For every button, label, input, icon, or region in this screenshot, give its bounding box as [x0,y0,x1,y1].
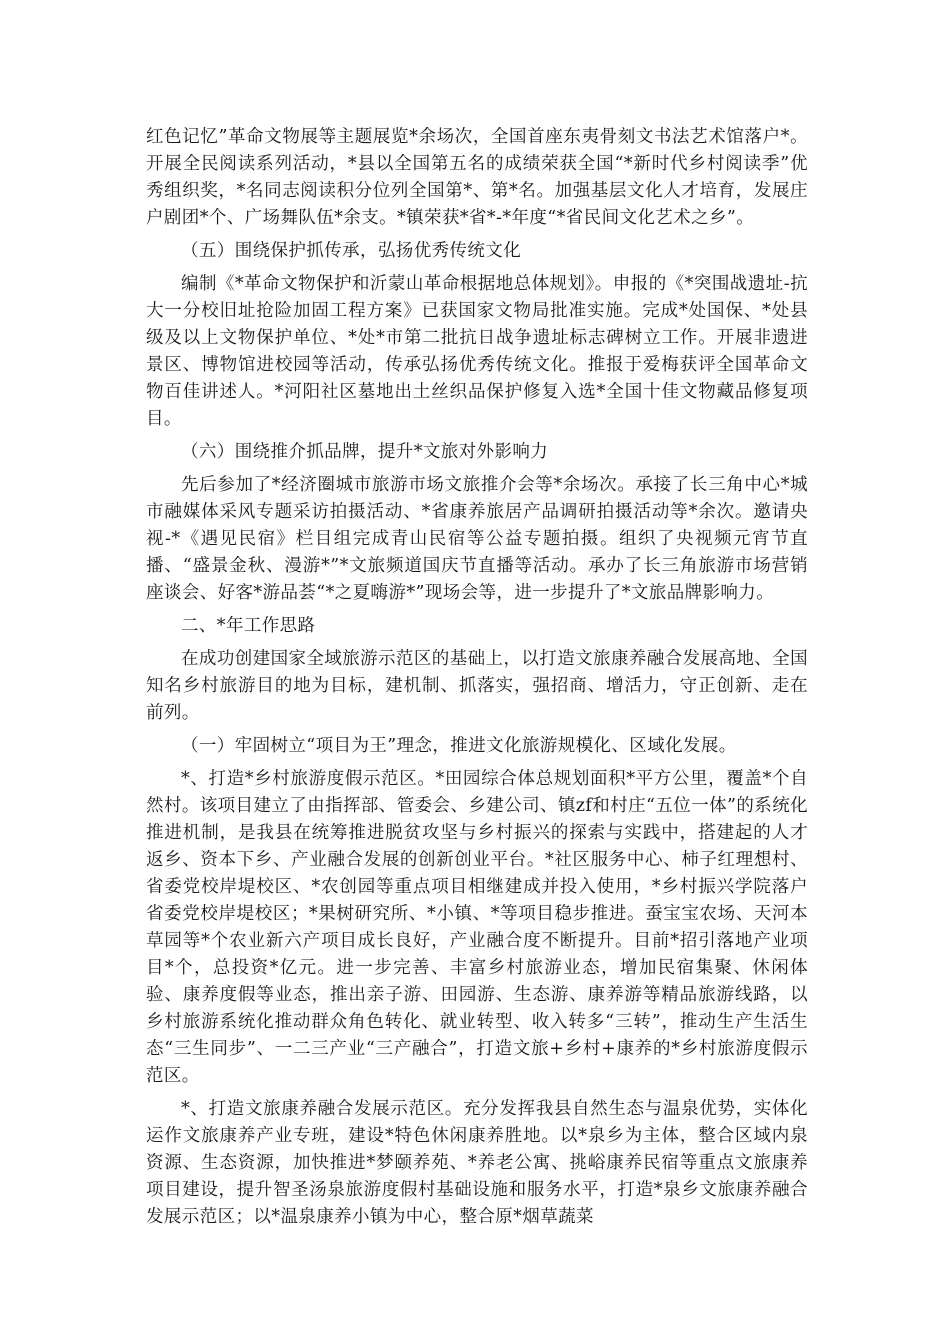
paragraph-work-plan-intro: 在成功创建国家全域旅游示范区的基础上，以打造文旅康养融合发展高地、全国知名乡村旅游目的地为目标，建机制、抓落实，强招商、增活力，守正创新、走在前列。 [146,649,808,723]
section-heading-five: （五）围绕保护抓传承，弘扬优秀传统文化 [181,241,522,261]
section-heading-work-plan: 二、*年工作思路 [181,616,316,636]
document-body [146,124,808,1237]
paragraph-wellness-zone: *、打造文旅康养融合发展示范区。充分发挥我县自然生态与温泉优势，实体化运作文旅康养产业专班，建设*特色休闲康养胜地。以*泉乡为主体，整合区域内泉资源、生态资源，加快推进*梦颐养苑、*养老公寓、挑峪康养民宿等重点文旅康养项目建设，提升智圣汤泉旅游度假村基础设施和服务水平，打造*泉乡文旅康养融合发展示范区；以*温泉康养小镇为中心，整合原*烟草蔬菜 [146,1099,808,1227]
section-heading-six: （六）围绕推介抓品牌，提升*文旅对外影响力 [181,442,549,462]
paragraph-heritage-protection: 编制《*革命文物保护和沂蒙山革命根据地总体规划》。申报的《*突围战遗址-抗大一分校旧址抢险加固工程方案》已获国家文物局批准实施。完成*处国保、*处县级及以上文物保护单位、*处*市第二批抗日战争遗址标志碑树立工作。开展非遗进景区、博物馆进校园等活动，传承弘扬优秀传统文化。推报于爱梅获评全国革命文物百佳讲述人。*河阳社区墓地出土丝织品保护修复入选*全国十佳文物藏品修复项目。 [146,274,808,429]
section-heading-project-king: （一）牢固树立“项目为王”理念，推进文化旅游规模化、区域化发展。 [181,736,737,756]
paragraph-brand-promotion: 先后参加了*经济圈城市旅游市场文旅推介会等*余场次。承接了长三角中心*城市融媒体采风专题采访拍摄活动、*省康养旅居产品调研拍摄活动等*余次。邀请央视-*《遇见民宿》栏目组完成青山民宿等公益专题拍摄。组织了央视频元宵节直播、“盛景金秋、漫游*”*文旅频道国庆节直播等活动。承办了长三角旅游市场营销座谈会、好客*游品荟“*之夏嗨游*”现场会等，进一步提升了*文旅品牌影响力。 [146,475,808,603]
paragraph-cultural-activities: 红色记忆”革命文物展等主题展览*余场次，全国首座东夷骨刻文书法艺术馆落户*。开展全民阅读系列活动，*县以全国第五名的成绩荣获全国“*新时代乡村阅读季”优秀组织奖，*名同志阅读积分位列全国第*、第*名。加强基层文化人才培育，发展庄户剧团*个、广场舞队伍*余支。*镇荣获*省*-*年度“*省民间文化艺术之乡”。 [146,127,808,228]
paragraph-rural-tourism-zone: *、打造*乡村旅游度假示范区。*田园综合体总规划面积*平方公里，覆盖*个自然村。该项目建立了由指挥部、管委会、乡建公司、镇zf和村庄“五位一体”的系统化推进机制，是我县在统筹推进脱贫攻坚与乡村振兴的探索与实践中，搭建起的人才返乡、资本下乡、产业融合发展的创新创业平台。*社区服务中心、柿子红理想村、省委党校岸堤校区、*农创园等重点项目相继建成并投入使用，*乡村振兴学院落户省委党校岸堤校区；*果树研究所、*小镇、*等项目稳步推进。蚕宝宝农场、天河本草园等*个农业新六产项目成长良好，产业融合度不断提升。目前*招引落地产业项目*个，总投资*亿元。进一步完善、丰富乡村旅游业态，增加民宿集聚、休闲体验、康养度假等业态，推出亲子游、田园游、生态游、康养游等精品旅游线路，以乡村旅游系统化推动群众角色转化、就业转型、收入转多“三转”，推动生产生活生态“三生同步”、一二三产业“三产融合”，打造文旅+乡村+康养的*乡村旅游度假示范区。 [146,769,808,1086]
